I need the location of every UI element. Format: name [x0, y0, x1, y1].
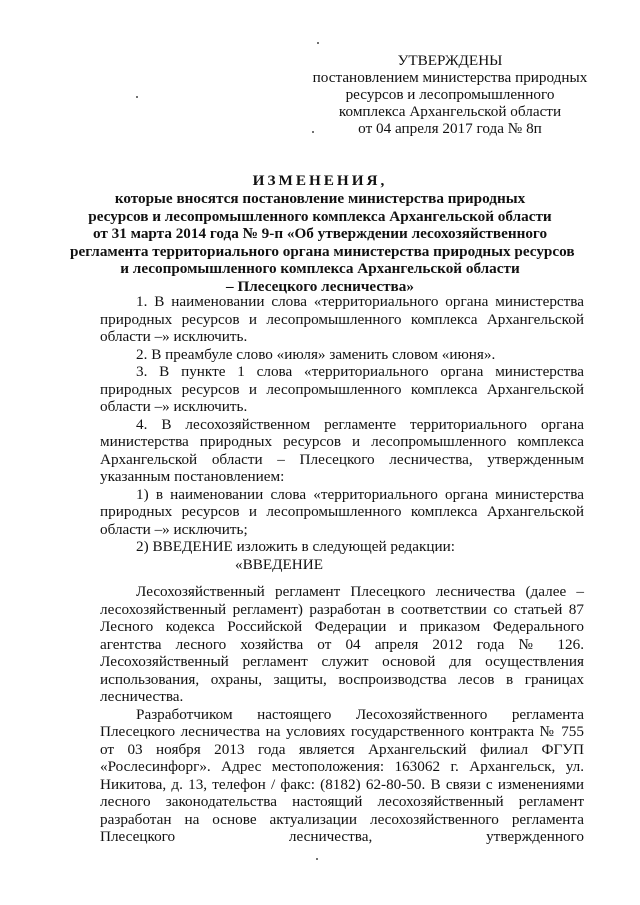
document-body	[100, 293, 584, 846]
paragraph: Лесохозяйственный регламент Плесецкого лесничества (далее – лесохозяйственный регламент) разработан в соответствии со статьей 87 Лесного кодекса Российской Федерации и приказом Федерального агентства лесного хозяйства от 04 апреля 2012 года № 126. Лесохозяйственный регламент служит основой для осуществления использования, охраны, защиты, воспроизводства лесов в границах лесничества.	[100, 583, 584, 705]
scan-speck	[312, 131, 314, 133]
subtitle-line: ресурсов и лесопромышленного комплекса Архангельской области	[88, 207, 552, 225]
list-item: 2) ВВЕДЕНИЕ изложить в следующей редакции:	[136, 538, 455, 555]
subtitle-line: которые вносятся постановление министерства природных	[114, 190, 526, 207]
approval-stamp	[300, 52, 600, 137]
document-title: ИЗМЕНЕНИЯ,	[252, 172, 388, 189]
approval-line: УТВЕРЖДЕНЫ	[397, 52, 503, 69]
scan-speck	[136, 96, 138, 98]
subtitle-line: – Плесецкого лесничества»	[226, 277, 414, 295]
approval-line: ресурсов и лесопромышленного	[345, 86, 555, 103]
list-item: 2. В преамбуле слово «июля» заменить словом «июня».	[136, 345, 496, 363]
approval-line: постановлением министерства природных	[312, 69, 588, 86]
scan-speck	[317, 42, 319, 44]
list-item: 4. В лесохозяйственном регламенте территориального органа министерства природных ресурсов и лесопромышленного комплекса Архангельской области – Плесецкого лесничества, утвержденным указанным постановлением:	[100, 415, 584, 485]
subtitle-line: и лесопромышленного комплекса Архангельской области	[120, 260, 520, 277]
approval-line: комплекса Архангельской области	[338, 103, 562, 120]
list-item: 1. В наименовании слова «территориального органа министерства природных ресурсов и лесопромышленного комплекса Архангельской области –» исключить.	[100, 293, 584, 345]
paragraph: Разработчиком настоящего Лесохозяйственного регламента Плесецкого лесничества на условиях государственного контракта № 755 от 03 ноября 2013 года является Архангельский филиал ФГУП «Рослесинфорг». Адрес местоположения: 163062 г. Архангельск, ул. Никитова, д. 13, телефон / факс: (8182) 62-80-50. В связи с изменениями лесного законодательства настоящий лесохозяйственный регламент разработан на основе актуализации лесохозяйственного регламента Плесецкого лесничества, утвержденного	[100, 705, 584, 845]
subtitle-line: от 31 марта 2014 года № 9-п «Об утверждении лесохозяйственного	[92, 225, 548, 242]
scan-speck	[316, 858, 318, 860]
spacer	[100, 573, 584, 583]
document-subtitle	[70, 190, 575, 295]
subtitle-line: регламента территориального органа министерства природных ресурсов	[70, 242, 575, 260]
approval-line: от 04 апреля 2017 года № 8п	[358, 120, 542, 137]
section-heading: «ВВЕДЕНИЕ	[235, 555, 323, 573]
list-item: 1) в наименовании слова «территориального органа министерства природных ресурсов и лесопромышленного комплекса Архангельской области –» исключить;	[100, 485, 584, 538]
list-item: 3. В пункте 1 слова «территориального органа министерства природных ресурсов и лесопромышленного комплекса Архангельской области –» исключить.	[100, 363, 584, 415]
